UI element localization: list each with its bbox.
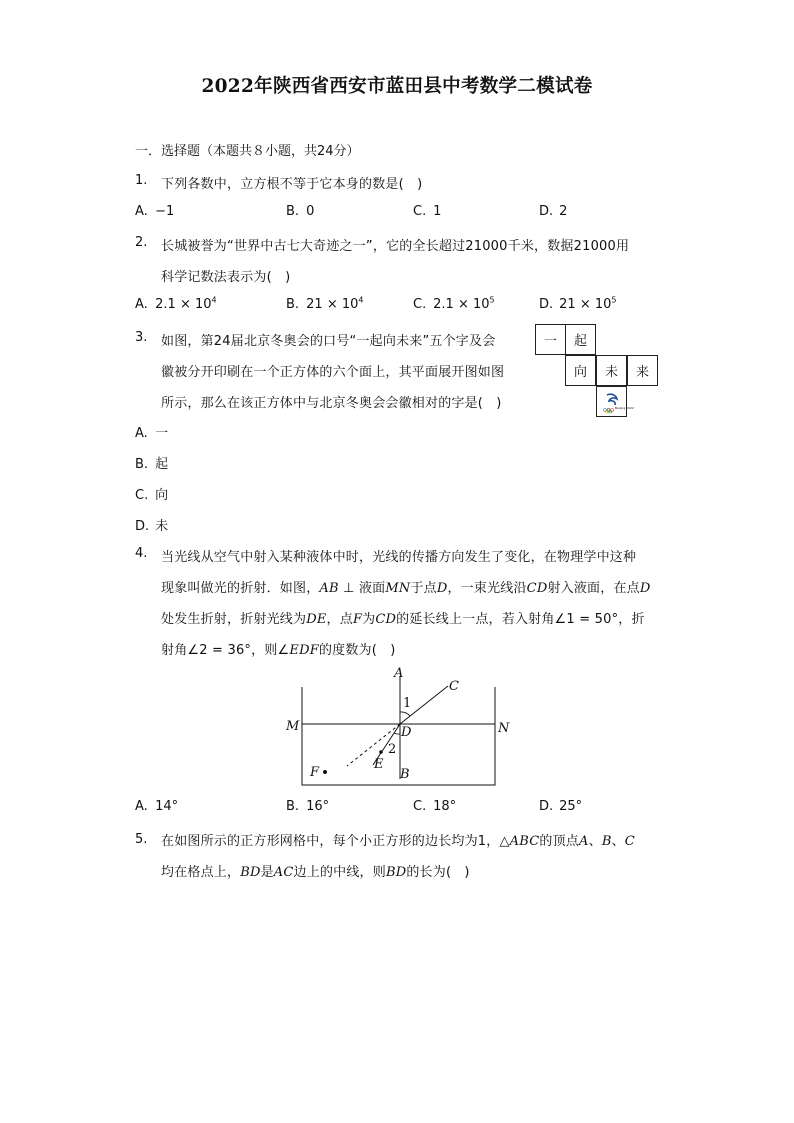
label-b: B — [400, 767, 410, 782]
question-text: 如图，第24届北京冬奥会的口号“一起向未来”五个字及会 — [161, 334, 496, 349]
option-d[interactable]: D. 25° — [539, 799, 583, 814]
option-b[interactable]: B. 0 — [286, 204, 315, 219]
question-text: 现象叫做光的折射．如图，AB ⊥ 液面MN于点D，一束光线沿CD射入液面，在点D — [161, 581, 651, 596]
option-a[interactable]: A. 14° — [135, 799, 179, 814]
label-f: F — [310, 765, 320, 780]
option-d[interactable]: D. $21 \times 10^5$ — [539, 295, 617, 312]
container-outline — [302, 687, 495, 785]
label-m: M — [286, 719, 300, 734]
label-c: C — [449, 679, 459, 694]
point-e-dot — [379, 750, 383, 754]
net-cell: 一 — [535, 324, 566, 355]
option-b[interactable]: B. 16° — [286, 799, 330, 814]
label-a: A — [394, 666, 404, 681]
section-heading: 一．选择题（本题共８小题，共24分） — [135, 144, 360, 159]
question-text: 均在格点上，BD是AC边上的中线，则BD的长为( ) — [161, 865, 470, 880]
question-text: 所示，那么在该正方体中与北京冬奥会会徽相对的字是( ) — [161, 396, 502, 411]
angle-2-arc — [394, 733, 400, 734]
option-d[interactable]: D. 未 — [135, 519, 169, 534]
question-text: 科学记数法表示为( ) — [161, 270, 291, 285]
question-text: 射角∠2 = 36°，则∠EDF的度数为( ) — [161, 643, 396, 658]
option-a[interactable]: A. $2.1 \times 10^4$ — [135, 295, 217, 312]
net-cell: 来 — [627, 355, 658, 386]
option-c[interactable]: C. $2.1 \times 10^5$ — [413, 295, 495, 312]
question-number: 2. — [135, 235, 148, 250]
question-text: 长城被誉为“世界中古七大奇迹之一”，它的全长超过21000千米，数据21000用 — [161, 239, 630, 254]
option-c[interactable]: C. 18° — [413, 799, 457, 814]
net-cell: 未 — [596, 355, 627, 386]
question-number: 4. — [135, 546, 148, 561]
question-text: 徽被分开印刷在一个正方体的六个面上，其平面展开图如图 — [161, 365, 505, 380]
question-text: 处发生折射，折射光线为DE，点F为CD的延长线上一点，若入射角∠1 = 50°，折 — [161, 612, 645, 627]
label-angle-1: 1 — [403, 696, 412, 711]
question-number: 5. — [135, 832, 148, 847]
option-b[interactable]: B. 起 — [135, 457, 169, 472]
option-c[interactable]: C. 1 — [413, 204, 442, 219]
emblem-caption: Beijing 2022 — [614, 405, 634, 410]
page-title: 2022年陕西省西安市蓝田县中考数学二模试卷 — [201, 76, 593, 97]
olympic-emblem — [596, 386, 634, 417]
refraction-figure — [280, 662, 520, 792]
point-f-dot — [323, 770, 327, 774]
option-b[interactable]: B. $21 \times 10^4$ — [286, 295, 364, 312]
angle-1-arc — [400, 712, 410, 716]
label-e: E — [374, 757, 384, 772]
net-cell: 向 — [565, 355, 596, 386]
label-angle-2: 2 — [388, 742, 397, 757]
question-number: 1. — [135, 173, 148, 188]
question-number: 3. — [135, 330, 148, 345]
net-cell: 起 — [565, 324, 596, 355]
label-d: D — [401, 725, 412, 740]
option-c[interactable]: C. 向 — [135, 488, 169, 503]
label-n: N — [498, 721, 510, 736]
question-text: 下列各数中，立方根不等于它本身的数是( ) — [161, 177, 423, 192]
option-a[interactable]: A. −1 — [135, 204, 175, 219]
option-d[interactable]: D. 2 — [539, 204, 568, 219]
question-text: 当光线从空气中射入某种液体中时，光线的传播方向发生了变化，在物理学中这种 — [161, 550, 637, 565]
emblem-icon — [601, 391, 634, 413]
option-a[interactable]: A. 一 — [135, 426, 169, 441]
question-text: 在如图所示的正方形网格中，每个小正方形的边长均为1，△ABC的顶点A、B、C — [161, 834, 635, 849]
